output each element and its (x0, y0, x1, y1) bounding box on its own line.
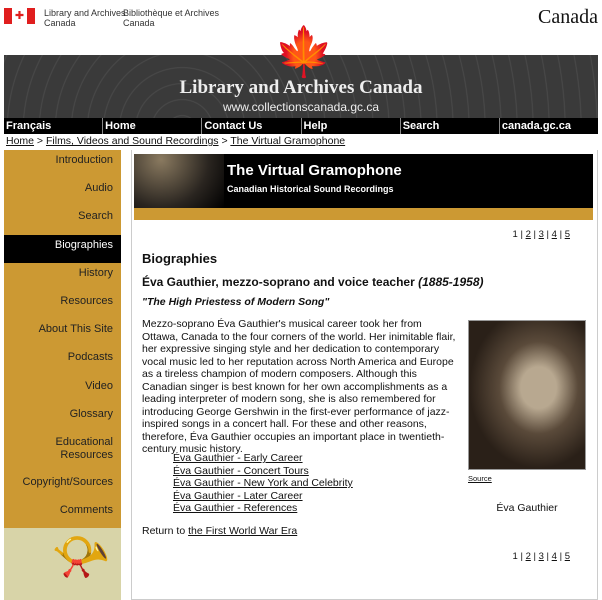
return-link[interactable]: the First World War Era (188, 525, 298, 537)
sidebar-item-biographies[interactable]: Biographies (4, 235, 121, 263)
nav-search[interactable]: Search (400, 118, 499, 134)
breadcrumb-sep: > (34, 135, 46, 147)
sidebar (4, 150, 121, 528)
nav-home[interactable]: Home (102, 118, 201, 134)
nav-contact[interactable]: Contact Us (201, 118, 300, 134)
bio-title-text: Éva Gauthier, mezzo-soprano and voice teacher (142, 275, 415, 289)
canada-wordmark: Canada (538, 6, 598, 28)
breadcrumb-home[interactable]: Home (6, 135, 35, 147)
page-link[interactable]: 4 (551, 229, 557, 240)
link-later-career[interactable]: Éva Gauthier - Later Career (173, 489, 303, 502)
banner-url: www.collectionscanada.gc.ca (222, 100, 380, 114)
sidebar-item-copyright[interactable]: Copyright/Sources (22, 475, 113, 488)
link-concert-tours[interactable]: Éva Gauthier - Concert Tours (173, 464, 309, 477)
section-title: The Virtual Gramophone (227, 162, 402, 179)
sidebar-item-comments[interactable]: Comments (59, 504, 113, 517)
sidebar-item-glossary[interactable]: Glossary (69, 407, 113, 420)
top-nav (4, 118, 598, 134)
bio-paragraph: Mezzo-soprano Éva Gauthier's musical career took her from Ottawa, Canada to the four corners of the world. Her inimitable flair, her expressive singing style and her dedication to contemporary vocal music led to her reputation across North America and Europe as a tireless champion of modern composers. Although this Canadian singer is best known for her own accomplishments as a leading interpreter of modern song, she is also remembered for introducing George Gershwin in the first-ever performance of jazz-inspired songs in a concert hall. For these and other reasons, therefore, Éva Gauthier occupies an important place in twentieth-century music history. (142, 318, 456, 455)
page-current: 1 (512, 229, 518, 240)
return-line (142, 525, 297, 537)
bio-title (142, 275, 484, 289)
fip-french: Bibliothèque et Archives Canada (123, 8, 220, 28)
fip-english: Library and Archives Canada (44, 8, 126, 28)
breadcrumb-sep: > (218, 135, 231, 147)
virtual-gramophone-banner (134, 154, 593, 208)
nav-francais[interactable]: Français (6, 120, 52, 132)
page-link[interactable]: 3 (538, 229, 544, 240)
canada-flag-icon: ✚ (4, 8, 35, 24)
page-link[interactable]: 5 (564, 551, 570, 562)
page-heading: Biographies (142, 251, 218, 266)
link-references[interactable]: Éva Gauthier - References (173, 502, 298, 514)
breadcrumb-gramophone[interactable]: The Virtual Gramophone (230, 135, 346, 147)
breadcrumb (6, 135, 345, 147)
eva-gauthier-photo (468, 320, 586, 470)
sidebar-item-educational[interactable]: Educational Resources (55, 435, 113, 461)
sidebar-item-resources[interactable]: Resources (60, 294, 113, 307)
pagination-bottom: 1 | 2 | 3 | 4 | 5 (512, 551, 570, 562)
gold-band (134, 208, 593, 220)
photo-source-link[interactable]: Source (468, 474, 492, 483)
page-current: 1 (512, 551, 518, 562)
sidebar-item-podcasts[interactable]: Podcasts (67, 351, 113, 364)
bio-links (173, 452, 353, 515)
page-link[interactable]: 4 (551, 551, 557, 562)
page-link[interactable]: 3 (538, 551, 544, 562)
sidebar-item-search[interactable]: Search (78, 210, 113, 223)
sidebar-item-about[interactable]: About This Site (38, 323, 113, 336)
link-early-career[interactable]: Éva Gauthier - Early Career (173, 452, 303, 464)
sidebar-item-audio[interactable]: Audio (84, 182, 113, 195)
bio-quote: "The High Priestess of Modern Song" (142, 296, 330, 308)
breadcrumb-films[interactable]: Films, Videos and Sound Recordings (45, 135, 219, 147)
page-link[interactable]: 2 (525, 229, 531, 240)
bio-dates: (1885-1958) (418, 275, 484, 289)
photo-caption: Éva Gauthier (496, 502, 558, 514)
maple-leaf-icon: 🍁 (274, 26, 334, 79)
sidebar-item-video[interactable]: Video (85, 379, 113, 392)
return-text: Return to (142, 525, 189, 537)
sidebar-item-introduction[interactable]: Introduction (55, 154, 113, 166)
gramophone-image: 📯 (4, 528, 121, 600)
link-new-york[interactable]: Éva Gauthier - New York and Celebrity (173, 477, 353, 489)
page-link[interactable]: 5 (564, 229, 570, 240)
section-subtitle: Canadian Historical Sound Recordings (227, 184, 394, 194)
pagination-top: 1 | 2 | 3 | 4 | 5 (512, 229, 570, 240)
nav-help[interactable]: Help (301, 118, 400, 134)
banner-title: Library and Archives Canada (179, 77, 423, 98)
nav-canada[interactable]: canada.gc.ca (499, 118, 598, 134)
page-link[interactable]: 2 (525, 551, 531, 562)
gramophone-needle-image (134, 154, 224, 208)
sidebar-item-history[interactable]: History (78, 266, 113, 279)
